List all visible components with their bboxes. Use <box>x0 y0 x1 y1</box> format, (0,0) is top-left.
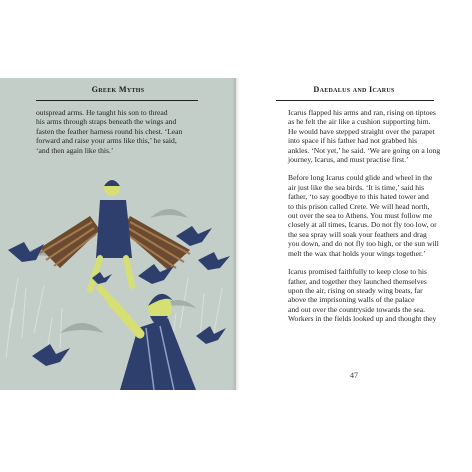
text-line: into space if his father had not grabbed his <box>288 136 418 146</box>
text-line: journey, Icarus, and must practise first.’ <box>288 155 409 165</box>
text-line: you down, and do not fly too high, or the sun will <box>288 239 439 249</box>
text-line: ankles. ‘Not yet,’ he said. ‘We are going on a long <box>288 145 441 155</box>
left-header-rule <box>36 100 198 101</box>
text-line: ‘and then again like this.’ <box>36 145 114 155</box>
left-page <box>0 78 236 390</box>
text-line: out over the sea to Athens. You must follow me <box>288 211 433 221</box>
daedalus-icarus-illustration <box>0 158 236 390</box>
text-line: fasten the feather harness round his chest. ‘Lean <box>36 126 183 136</box>
text-line: forward and raise your arms like this,’ he said, <box>36 136 177 146</box>
text-line: He would have stepped straight over the parapet <box>288 126 435 136</box>
paragraph <box>288 267 452 323</box>
text-line: father, ‘to say goodbye to this hated tower and <box>288 192 429 202</box>
text-line: Icarus flapped his arms and ran, rising on tiptoes <box>288 108 436 117</box>
text-line: above the imprisoning walls of the palace <box>288 295 415 305</box>
paragraph <box>288 173 452 258</box>
right-page-header: Daedalus and Icarus <box>313 85 395 94</box>
text-line: and out over the countryside towards the sea. <box>288 304 426 314</box>
text-line: outspread arms. He taught his son to thread <box>36 108 168 117</box>
text-line: melt the wax that holds your wings together.’ <box>288 248 426 258</box>
right-page <box>236 78 472 390</box>
text-line: Before long Icarus could glide and wheel in the <box>288 173 433 183</box>
text-line: as he felt the air like a cushion supporting him. <box>288 117 431 127</box>
text-line: Workers in the fields looked up and thought they <box>288 314 437 324</box>
left-page-header: Greek Myths <box>91 85 145 94</box>
page-number: 47 <box>350 371 358 380</box>
right-header-rule <box>276 100 434 101</box>
text-line: Icarus promised faithfully to keep close to his <box>288 267 427 277</box>
left-page-text <box>36 108 206 155</box>
text-line: his arms through straps beneath the wings and <box>36 117 177 127</box>
text-line: father, and together they launched themselves <box>288 276 427 286</box>
book-spread <box>0 78 472 390</box>
book-gutter <box>232 78 240 390</box>
text-line: air just like the sea birds. ‘It is time,’ said his <box>288 182 425 192</box>
grass-strokes <box>6 278 222 358</box>
right-page-text <box>288 108 452 333</box>
paragraph <box>288 108 452 164</box>
text-line: to this prison called Crete. We will head north, <box>288 201 430 211</box>
text-line: the sea spray will soak your feathers and drag <box>288 229 427 239</box>
text-line: closely at all times, Icarus. Do not fly too low, or <box>288 220 437 230</box>
text-line: upon the air, rising on steady wing beats, far <box>288 285 423 295</box>
